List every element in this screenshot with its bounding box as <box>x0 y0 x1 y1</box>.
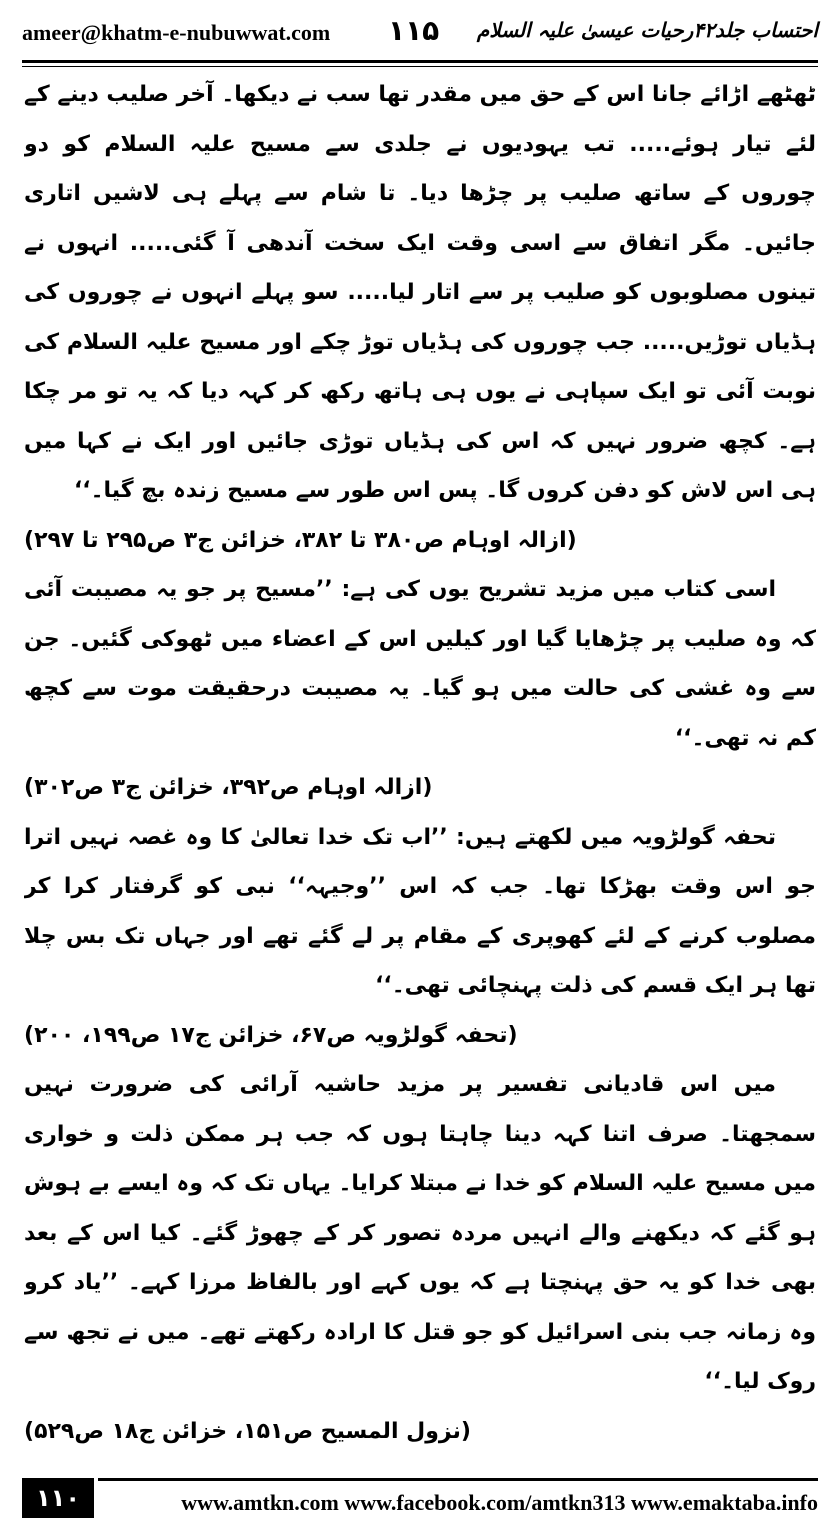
header-title: احتساب جلد۴۲رحیات عیسیٰ علیہ السلام <box>476 18 818 42</box>
paragraph-4: میں اس قادیانی تفسیر پر مزید حاشیہ آرائی کی ضرورت نہیں سمجھتا۔ صرف اتنا کہہ دینا چاہتا ہوں کہ جب ہر ممکن ذلت و خواری میں مسیح علیہ السلام کو خدا نے مبتلا کرایا۔ یہاں تک کہ وہ ایسے بے ہوش ہو گئے کہ دیکھنے والے انہیں مردہ تصور کر کے چھوڑ گئے۔ کیا اس کے بعد بھی خدا کو یہ حق پہنچتا ہے کہ یوں کہے اور بالفاظ مرزا کہے۔ ’’یاد کرو وہ زمانہ جب بنی اسرائیل کو جو قتل کا ارادہ رکھتے تھے۔ میں نے تجھ سے روک لیا۔‘‘ <box>24 1072 816 1394</box>
paragraph-2: اسی کتاب میں مزید تشریح یوں کی ہے: ’’مسیح پر جو یہ مصیبت آئی کہ وہ صلیب پر چڑھایا گیا اور کیلیں اس کے اعضاء میں ٹھوکی گئیں۔ جن سے وہ غشی کی حالت میں ہو گیا۔ یہ مصیبت درحقیقت موت سے کچھ کم نہ تھی۔‘‘ <box>24 577 816 751</box>
paragraph-1: ٹھٹھے اڑائے جانا اس کے حق میں مقدر تھا سب نے دیکھا۔ آخر صلیب دینے کے لئے تیار ہوئے..... تب یہودیوں نے جلدی سے مسیح علیہ السلام کو دو چوروں کے ساتھ صلیب پر چڑھا دیا۔ تا شام سے پہلے ہی لاشیں اتاری جائیں۔ مگر اتفاق سے اسی وقت ایک سخت آندھی آ گئی..... انہوں نے تینوں مصلوبوں کو صلیب پر سے اتار لیا..... سو پہلے انہوں نے چوروں کی ہڈیاں توڑیں..... جب چوروں کی ہڈیاں توڑ چکے اور مسیح علیہ السلام کی نوبت آئی تو ایک سپاہی نے یوں ہی ہاتھ رکھ کر کہہ دیا کہ یہ تو مر چکا ہے۔ کچھ ضرور نہیں کہ اس کی ہڈیاں توڑی جائیں اور ایک نے کہا میں ہی اس لاش کو دفن کروں گا۔ پس اس طور سے مسیح زندہ بچ گیا۔‘‘ <box>24 82 816 503</box>
paragraph-3: تحفہ گولڑویہ میں لکھتے ہیں: ’’اب تک خدا تعالیٰ کا وہ غصہ نہیں اترا جو اس وقت بھڑکا تھا۔ جب کہ اس ’’وجیہہ‘‘ نبی کو گرفتار کرا کر مصلوب کرنے کے لئے کھوپری کے مقام پر لے گئے تھے اور جہاں تک بس چلا تھا ہر ایک قسم کی ذلت پہنچائی تھی۔‘‘ <box>24 824 816 998</box>
citation-1: (ازالہ اوہام ص۳۸۰ تا ۳۸۲، خزائن ج۳ ص۲۹۵ تا ۲۹۷) <box>24 527 577 553</box>
footer-rule <box>98 1478 818 1481</box>
paragraph-5 <box>24 1456 816 1460</box>
page-footer <box>22 1478 818 1522</box>
page-body <box>24 70 816 1460</box>
citation-2: (ازالہ اوہام ص۳۹۲، خزائن ج۳ ص۳۰۲) <box>24 775 433 800</box>
header-rule <box>22 60 818 67</box>
header-page-number: ۱۱۵ <box>388 14 440 47</box>
citation-4: (نزول المسیح ص۱۵۱، خزائن ج۱۸ ص۵۲۹) <box>24 1418 471 1444</box>
citation-3: (تحفہ گولڑویہ ص۶۷، خزائن ج۱۷ ص۱۹۹، ۲۰۰) <box>24 1022 518 1048</box>
footer-page-number: ۱۱۰ <box>22 1478 94 1518</box>
header-email: ameer@khatm-e-nubuwwat.com <box>22 20 331 45</box>
footer-urls: www.amtkn.com www.facebook.com/amtkn313 www.emaktaba.info <box>181 1490 818 1515</box>
page-header <box>22 14 818 58</box>
